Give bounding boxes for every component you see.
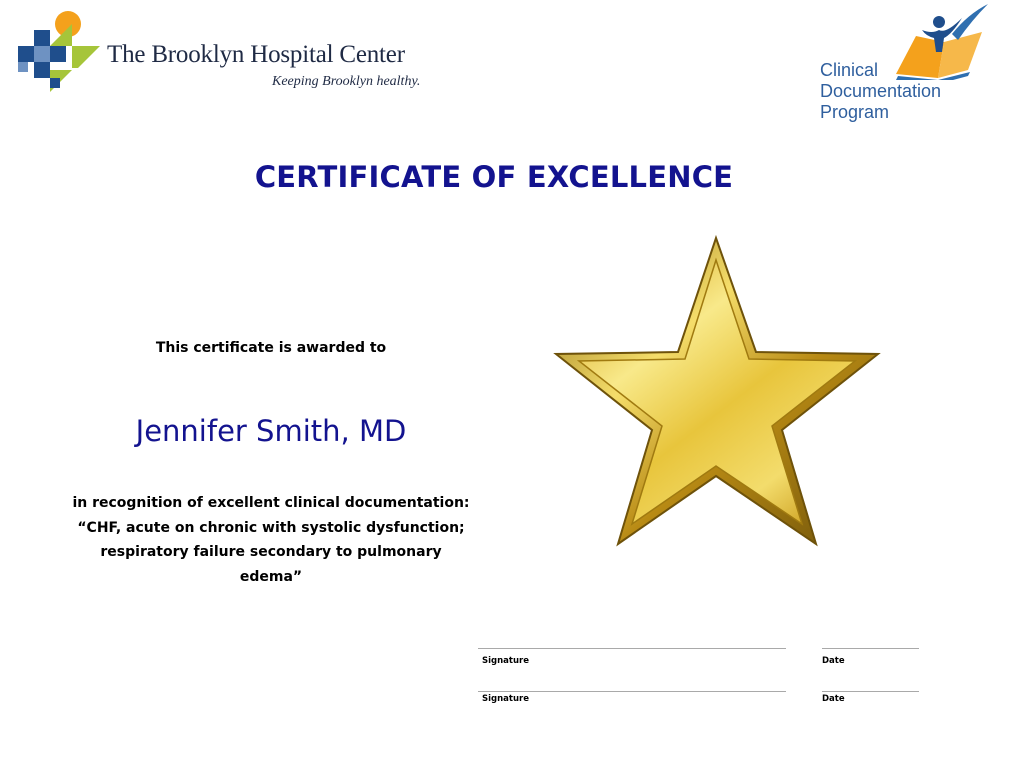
recognition-line: respiratory failure secondary to pulmonary	[100, 544, 442, 560]
signature-label: Signature	[482, 694, 529, 704]
recipient-name: Jennifer Smith, MD	[135, 414, 407, 448]
awarded-to-text: This certificate is awarded to	[155, 340, 387, 356]
recognition-text	[62, 491, 480, 589]
signature-line	[478, 648, 786, 649]
certificate-title: CERTIFICATE OF EXCELLENCE	[254, 160, 734, 194]
date-label: Date	[822, 656, 845, 666]
program-logo-text	[820, 60, 941, 123]
date-line	[822, 691, 919, 692]
recognition-line: in recognition of excellent clinical documentation:	[72, 495, 470, 511]
recognition-line: edema”	[239, 568, 303, 585]
gold-star-icon	[552, 234, 882, 548]
date-line	[822, 648, 919, 649]
hospital-name: The Brooklyn Hospital Center	[107, 41, 405, 68]
program-logo-line: Clinical	[820, 60, 879, 80]
signature-label: Signature	[482, 656, 529, 666]
program-logo-line: Documentation	[820, 81, 942, 101]
signature-line	[478, 691, 786, 692]
hospital-tagline: Keeping Brooklyn healthy.	[272, 74, 421, 89]
program-logo-line: Program	[820, 102, 890, 122]
hospital-cross-logo-icon	[16, 10, 116, 100]
date-label: Date	[822, 694, 845, 704]
recognition-line: “CHF, acute on chronic with systolic dysfunction;	[77, 519, 465, 536]
